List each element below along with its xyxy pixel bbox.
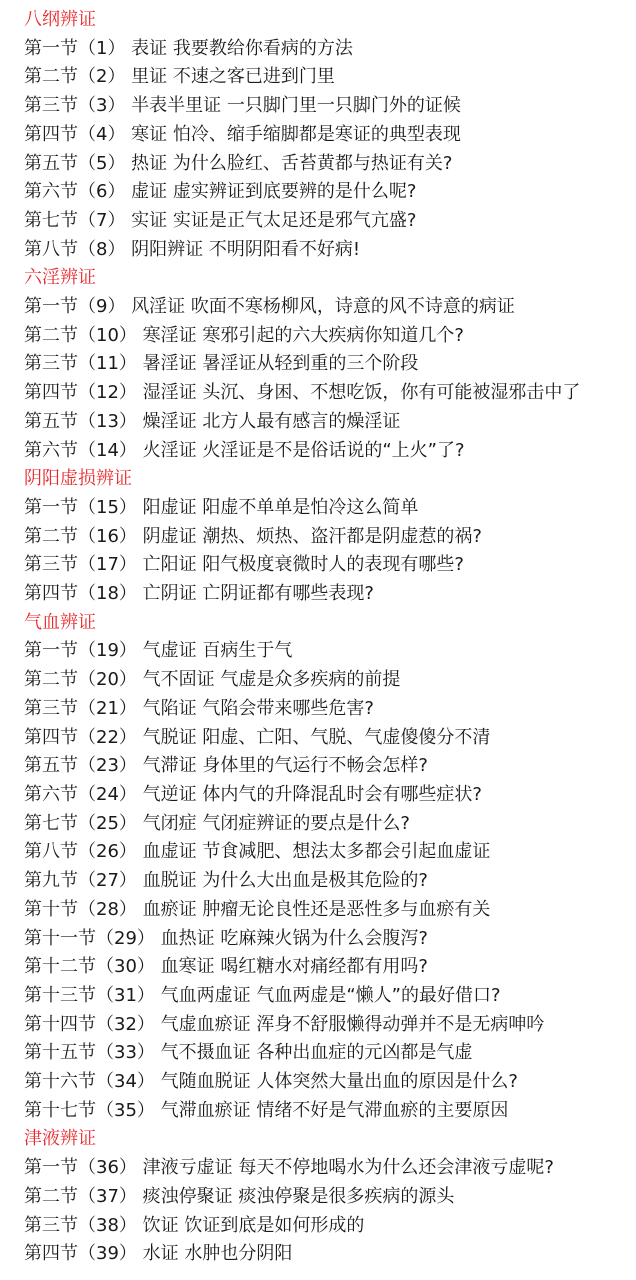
toc-item: 第三节（21） 气陷证 气陷会带来哪些危害? — [24, 697, 374, 719]
toc-item: 第十一节（29） 血热证 吃麻辣火锅为什么会腹泻? — [24, 927, 428, 949]
toc-item: 第四节（22） 气脱证 阳虚、亡阳、气脱、气虚傻傻分不清 — [24, 726, 491, 748]
section-heading: 六淫辨证 — [24, 267, 96, 289]
toc-item: 第十四节（32） 气虚血瘀证 浑身不舒服懒得动弹并不是无病呻吟 — [24, 1013, 545, 1035]
toc-item: 第五节（13） 燥淫证 北方人最有感言的燥淫证 — [24, 410, 401, 432]
toc-item: 第一节（19） 气虚证 百病生于气 — [24, 640, 293, 662]
toc-item: 第八节（8） 阴阳辨证 不明阴阳看不好病! — [24, 238, 361, 260]
toc-item: 第十七节（35） 气滞血瘀证 情绪不好是气滞血瘀的主要原因 — [24, 1099, 509, 1121]
toc-item: 第十六节（34） 气随血脱证 人体突然大量出血的原因是什么? — [24, 1071, 518, 1093]
toc-item: 第三节（11） 暑淫证 暑淫证从轻到重的三个阶段 — [24, 353, 419, 375]
toc-item: 第六节（6） 虚证 虚实辨证到底要辨的是什么呢? — [24, 181, 417, 203]
toc-item: 第十三节（31） 气血两虚证 气血两虚是“懒人”的最好借口? — [24, 984, 501, 1006]
toc-item: 第三节（17） 亡阳证 阳气极度衰微时人的表现有哪些? — [24, 554, 464, 576]
section-heading: 气血辨证 — [24, 611, 96, 633]
document-body — [24, 6, 630, 1269]
toc-item: 第九节（27） 血脱证 为什么大出血是极其危险的? — [24, 870, 428, 892]
toc-item: 第七节（7） 实证 实证是正气太足还是邪气亢盛? — [24, 209, 417, 231]
toc-item: 第十五节（33） 气不摄血证 各种出血症的元凶都是气虚 — [24, 1042, 473, 1064]
toc-item: 第十节（28） 血瘀证 肿瘤无论良性还是恶性多与血瘀有关 — [24, 898, 491, 920]
toc-item: 第四节（39） 水证 水肿也分阴阳 — [24, 1243, 293, 1265]
toc-item: 第七节（25） 气闭症 气闭症辨证的要点是什么? — [24, 812, 410, 834]
toc-item: 第二节（20） 气不固证 气虚是众多疾病的前提 — [24, 669, 401, 691]
toc-item: 第四节（4） 寒证 怕冷、缩手缩脚都是寒证的典型表现 — [24, 123, 461, 145]
toc-item: 第十二节（30） 血寒证 喝红糖水对痛经都有用吗? — [24, 956, 428, 978]
toc-item: 第三节（3） 半表半里证 一只脚门里一只脚门外的证候 — [24, 95, 461, 117]
toc-item: 第四节（18） 亡阴证 亡阴证都有哪些表现? — [24, 583, 374, 605]
toc-item: 第八节（26） 血虚证 节食减肥、想法太多都会引起血虚证 — [24, 841, 491, 863]
toc-item: 第一节（9） 风淫证 吹面不寒杨柳风，诗意的风不诗意的病证 — [24, 296, 515, 318]
section-heading: 阴阳虚损辨证 — [24, 468, 132, 490]
section-heading: 津液辨证 — [24, 1128, 96, 1150]
toc-item: 第六节（24） 气逆证 体内气的升降混乱时会有哪些症状? — [24, 783, 482, 805]
toc-item: 第二节（16） 阴虚证 潮热、烦热、盗汗都是阴虚惹的祸? — [24, 525, 482, 547]
toc-item: 第二节（10） 寒淫证 寒邪引起的六大疾病你知道几个? — [24, 324, 464, 346]
toc-item: 第三节（38） 饮证 饮证到底是如何形成的 — [24, 1214, 365, 1236]
section-heading: 八纲辨证 — [24, 9, 96, 30]
toc-item: 第一节（15） 阳虚证 阳虚不单单是怕冷这么简单 — [24, 496, 419, 518]
toc-item: 第二节（2） 里证 不速之客已进到门里 — [24, 66, 335, 88]
toc-item: 第一节（1） 表证 我要教给你看病的方法 — [24, 37, 353, 59]
toc-item: 第五节（23） 气滞证 身体里的气运行不畅会怎样? — [24, 755, 428, 777]
toc-item: 第六节（14） 火淫证 火淫证是不是俗话说的“上火”了? — [24, 439, 465, 461]
toc-item: 第二节（37） 痰浊停聚证 痰浊停聚是很多疾病的源头 — [24, 1185, 455, 1207]
toc-item: 第一节（36） 津液亏虚证 每天不停地喝水为什么还会津液亏虚呢? — [24, 1157, 554, 1179]
toc-item: 第四节（12） 湿淫证 头沉、身困、不想吃饭，你有可能被湿邪击中了 — [24, 382, 581, 404]
toc-item: 第五节（5） 热证 为什么脸红、舌苔黄都与热证有关? — [24, 152, 453, 174]
